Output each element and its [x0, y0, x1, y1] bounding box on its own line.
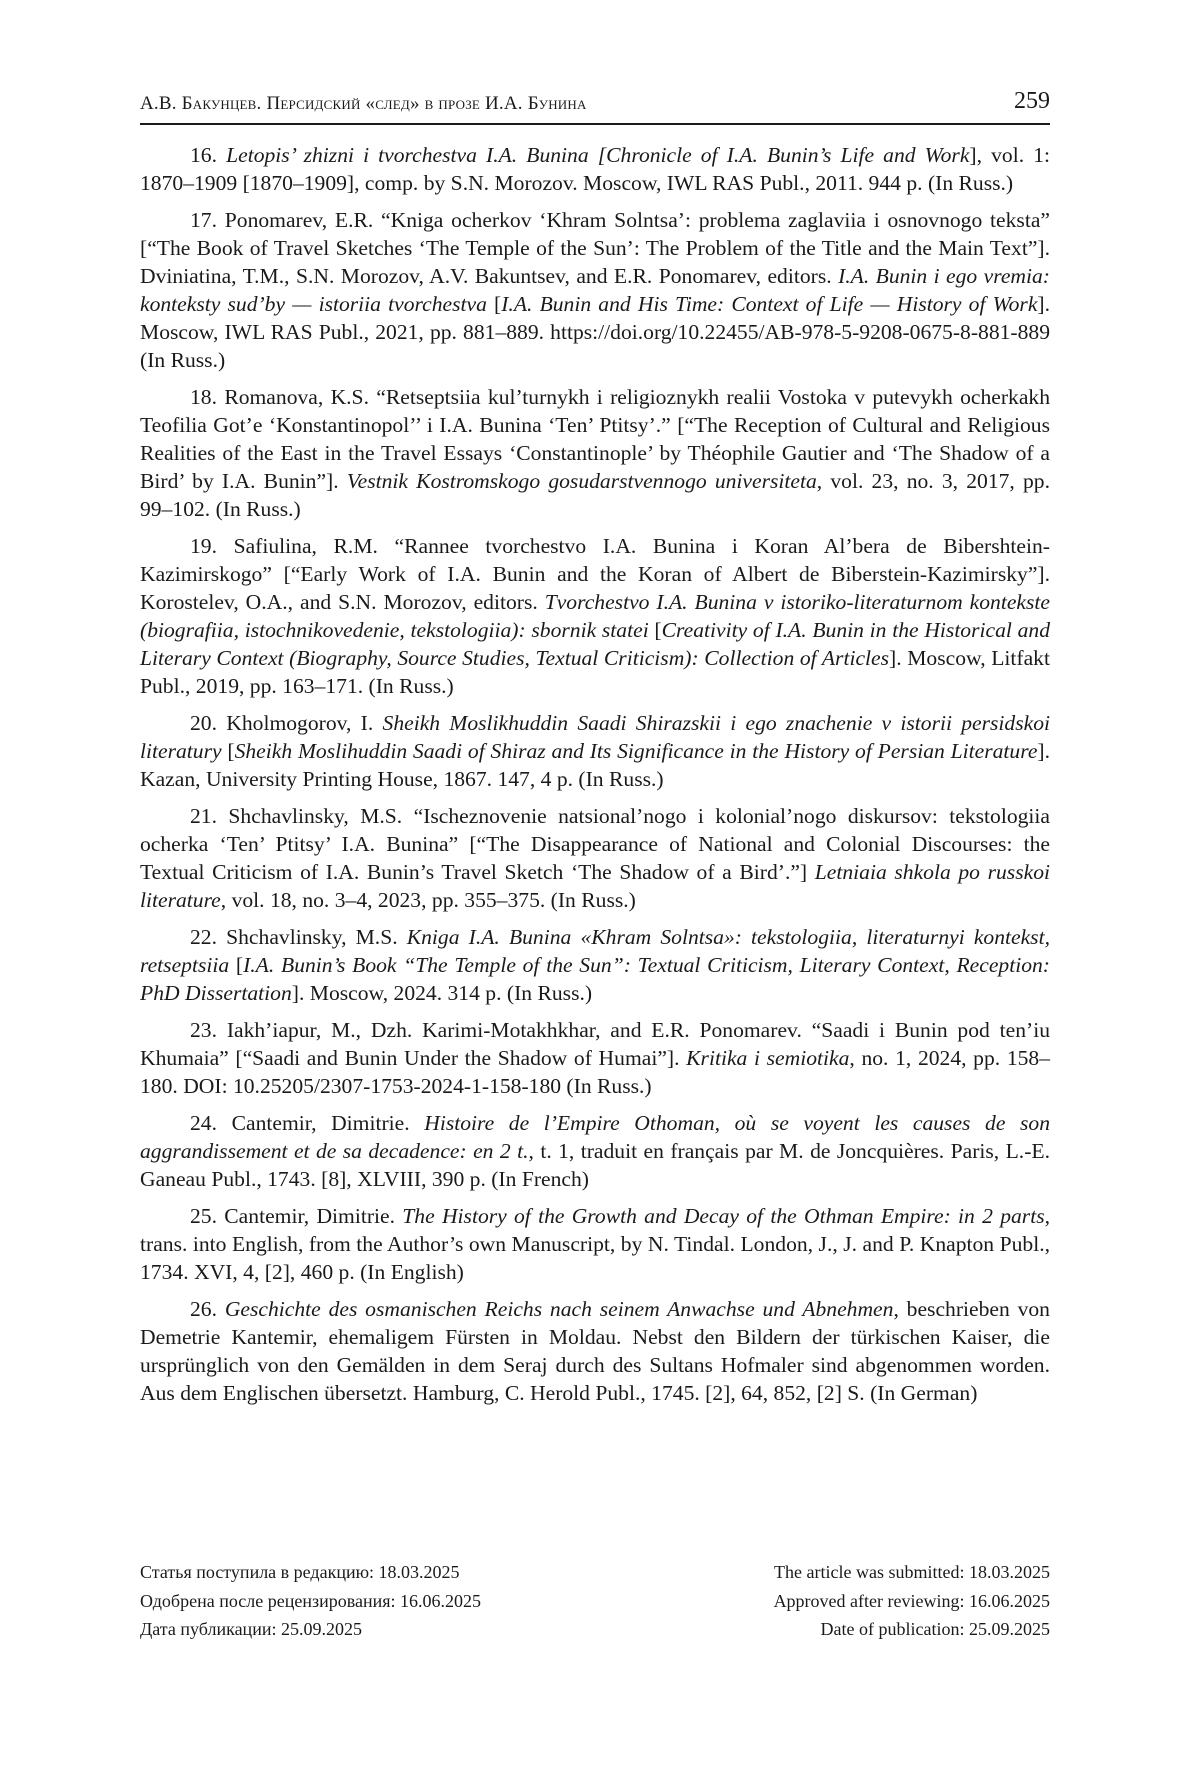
reference-title-italic: Sheikh Moslihuddin Saadi of Shiraz and Its Significance in the History of Persian Literature — [234, 739, 1038, 763]
reference-title-italic: Letopis’ zhizni i tvorchestva I.A. Bunina [Chronicle of I.A. Bunin’s Life and Work — [226, 143, 970, 167]
reference-number: 20. — [190, 711, 217, 735]
reference-text: , no. 1, 2024, pp. 158–180. DOI: 10.25205/2307-1753-2024-1-158-180 (In Russ.) — [140, 1046, 1050, 1098]
reference-number: 25. — [190, 1204, 217, 1228]
reference-text: Cantemir, Dimitrie. — [231, 1111, 425, 1135]
reference-number: 16. — [190, 143, 217, 167]
reference-title-italic: Letniaia shkola po russkoi literature — [140, 860, 1050, 912]
reference-text: ], vol. 1: 1870–1909 [1870–1909], comp. by S.N. Morozov. Moscow, IWL RAS Publ., 2011. 944 p. (In Russ.) — [140, 143, 1050, 195]
reference-text: [ — [648, 618, 662, 642]
reference-title-italic: Creativity of I.A. Bunin in the Historical and Literary Context (Biography, Source Studies, Textual Criticism): Collection of Articles — [140, 618, 1051, 670]
reference-text: ]. Moscow, 2024. 314 p. (In Russ.) — [291, 981, 593, 1005]
reference-title-italic: I.A. Bunin and His Time: Context of Life — History of Work — [501, 292, 1038, 316]
reference-item — [140, 141, 1050, 197]
reference-number: 26. — [190, 1297, 217, 1321]
reference-title-italic: I.A. Bunin’s Book “The Temple of the Sun”: Textual Criticism, Literary Context, Reception: PhD Dissertation — [140, 953, 1050, 1005]
page-number: 259 — [1014, 88, 1050, 114]
reference-text: , beschrieben von Demetrie Kantemir, ehemaligem Fürsten in Moldau. Nebst den Bildern der türkischen Kaiser, die ursprünglich von den Gemälden in dem Seraj durch des Sultans Hofmaler sind abgenommen worden. Aus dem Englischen übersetzt. Hamburg, C. Herold Publ., 1745. [2], 64, 852, [2] S. (In German) — [140, 1297, 1050, 1405]
reference-text: Shchavlinsky, M.S. — [226, 925, 407, 949]
reference-list — [140, 141, 1050, 1407]
reference-title-italic: The History of the Growth and Decay of the Othman Empire: in 2 parts — [402, 1204, 1045, 1228]
reference-text: , trans. into English, from the Author’s own Manuscript, by N. Tindal. London, J., J. and P. Knapton Publ., 1734. XVI, 4, [2], 460 p. (In English) — [140, 1204, 1050, 1284]
reference-number: 24. — [190, 1111, 217, 1135]
page — [140, 88, 1050, 1416]
reference-text: Kholmogorov, I. — [226, 711, 383, 735]
reference-number: 19. — [190, 534, 217, 558]
reference-title-italic: Kritika i semiotika — [686, 1046, 850, 1070]
reference-text: Iakh’iapur, M., Dzh. Karimi-Motakhkhar, and E.R. Ponomarev. “Saadi i Bunin pod ten’iu Khumaia” [“Saadi and Bunin Under the Shadow of Humai”]. — [140, 1018, 1050, 1070]
reference-title-italic: Vestnik Kostromskogo gosudarstvennogo universiteta — [346, 469, 817, 493]
reference-text: ]. Moscow, IWL RAS Publ., 2021, pp. 881–889. https://doi.org/10.22455/AB-978-5-9208-0675-8-881-889 (In Russ.) — [140, 292, 1051, 372]
reference-text: Cantemir, Dimitrie. — [224, 1204, 403, 1228]
reference-text: , vol. 18, no. 3–4, 2023, pp. 355–375. (In Russ.) — [220, 888, 636, 912]
reference-text: Romanova, K.S. “Retseptsiia kul’turnykh i religioznykh realii Vostoka v putevykh ocherkakh Teofilia Got’e ‘Konstantinopol’’ i I.A. Bunina ‘Ten’ Ptitsy’.” [“The Reception of Cultural and Religious Realities of the East in the Travel Essays ‘Constantinople’ by Théophile Gautier and ‘The Shadow of a Bird’ by I.A. Bunin”]. — [140, 385, 1050, 493]
reference-number: 23. — [190, 1018, 217, 1042]
reference-text: ]. Moscow, Litfakt Publ., 2019, pp. 163–171. (In Russ.) — [140, 646, 1050, 698]
reference-item — [140, 923, 1050, 1007]
reference-number: 22. — [190, 925, 217, 949]
running-title: А.В. Бакунцев. Персидский «след» в прозе И.А. Бунина — [140, 93, 587, 114]
reference-title-italic: Tvorchestvo I.A. Bunina v istoriko-literaturnom kontekste (biografiia, istochnikovedenie, tekstologiia): sbornik statei — [140, 590, 1050, 642]
reference-item — [140, 1202, 1050, 1286]
reference-title-italic: Kniga I.A. Bunina «Khram Solntsa»: tekstologiia, literaturnyi kontekst, retseptsiia — [140, 925, 1050, 977]
reference-text: Shchavlinsky, M.S. “Ischeznovenie natsional’nogo i kolonial’nogo diskursov: tekstologiia ocherka ‘Ten’ Ptitsy’ I.A. Bunina” [“The Disappearance of National and Colonial Discourses: the Textual Criticism of I.A. Bunin’s Travel Sketch ‘The Shadow of a Bird’.”] — [140, 804, 1050, 884]
reference-text: ]. Kazan, University Printing House, 1867. 147, 4 p. (In Russ.) — [140, 739, 1050, 791]
date-submitted-en: The article was submitted: 18.03.2025 — [774, 1562, 1050, 1582]
date-approved-en: Approved after reviewing: 16.06.2025 — [773, 1590, 1050, 1611]
reference-text: [ — [229, 953, 244, 977]
reference-item — [140, 1295, 1050, 1407]
dates-russian — [140, 1558, 481, 1644]
running-head — [140, 88, 1050, 125]
reference-item — [140, 802, 1050, 914]
reference-number: 18. — [190, 385, 217, 409]
reference-item — [140, 383, 1050, 523]
reference-item — [140, 709, 1050, 793]
reference-item — [140, 1109, 1050, 1193]
date-published-ru: Дата публикации: 25.09.2025 — [140, 1619, 362, 1639]
reference-text: Safiulina, R.M. “Rannee tvorchestvo I.A. Bunina i Koran Al’bera de Bibershtein-Kazimirskogo” [“Early Work of I.A. Bunin and the Koran of Albert de Biberstein-Kazimirsky”]. Korostelev, O.A., and S.N. Morozov, editors. — [140, 534, 1050, 614]
reference-item — [140, 532, 1050, 700]
date-submitted-ru: Статья поступила в редакцию: 18.03.2025 — [140, 1562, 460, 1582]
reference-text: [ — [221, 739, 235, 763]
dates-english — [774, 1558, 1050, 1644]
reference-title-italic: Geschichte des osmanischen Reichs nach seinem Anwachse und Abnehmen — [224, 1297, 894, 1321]
reference-text: , t. 1, traduit en français par M. de Joncquières. Paris, L.-E. Ganeau Publ., 1743. [8], XLVIII, 390 p. (In French) — [140, 1139, 1050, 1191]
reference-title-italic: Histoire de l’Empire Othoman, où se voyent les causes de son aggrandissement et de sa decadence: en 2 t. — [140, 1111, 1050, 1163]
reference-number: 17. — [190, 208, 217, 232]
date-published-en: Date of publication: 25.09.2025 — [820, 1619, 1050, 1639]
publication-dates — [140, 1558, 1050, 1644]
reference-number: 21. — [190, 804, 217, 828]
date-approved-ru: Одобрена после рецензирования: 16.06.2025 — [140, 1590, 482, 1611]
reference-title-italic: I.A. Bunin i ego vremia: konteksty sud’by — istoriia tvorchestva — [140, 264, 1050, 316]
reference-item — [140, 1016, 1050, 1100]
reference-text: [ — [486, 292, 502, 316]
reference-title-italic: Sheikh Moslikhuddin Saadi Shirazskii i ego znachenie v istorii persidskoi literatury — [140, 711, 1050, 763]
reference-item — [140, 206, 1050, 374]
reference-text: Ponomarev, E.R. “Kniga ocherkov ‘Khram Solntsa’: problema zaglaviia i osnovnogo teksta” [“The Book of Travel Sketches ‘The Temple of the Sun’: The Problem of the Title and the Main Text”]. Dviniatina, T.M., S.N. Morozov, A.V. Bakuntsev, and E.R. Ponomarev, editors. — [140, 208, 1050, 288]
reference-text: , vol. 23, no. 3, 2017, pp. 99–102. (In Russ.) — [140, 469, 1050, 521]
